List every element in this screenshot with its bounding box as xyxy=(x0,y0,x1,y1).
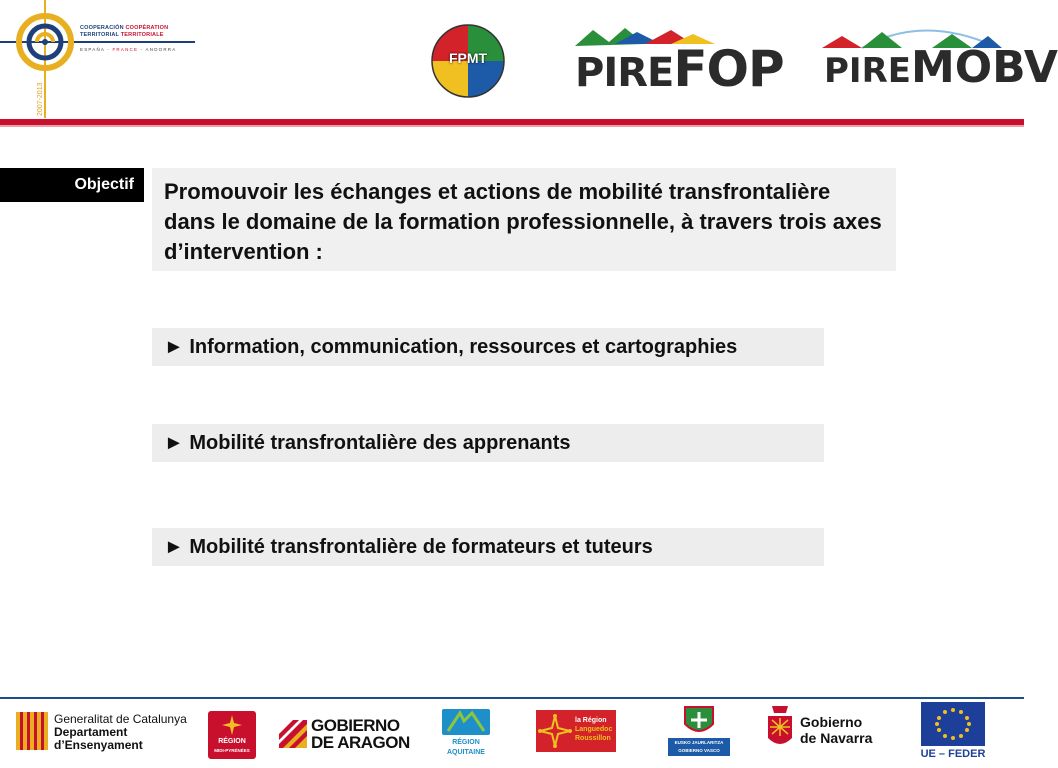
navarra-line1: Gobierno xyxy=(800,714,863,730)
midi-pyrenees-logo xyxy=(208,711,256,759)
languedoc-line3: Roussillon xyxy=(575,735,611,742)
header-red-bar-shade xyxy=(0,125,1024,127)
footer-divider xyxy=(0,697,1024,699)
pirefop-part-a: PIRE xyxy=(575,50,674,96)
fpmt-label: FPMT xyxy=(448,50,488,66)
objectif-intro-text: Promouvoir les échanges et actions de mobilité transfrontalière dans le domaine de la formation professionnelle, à travers trois axes d’intervention : xyxy=(164,179,882,264)
piremobv-logo xyxy=(822,24,1058,96)
axis-item-formateurs: ► Mobilité transfrontalière de formateurs et tuteurs xyxy=(152,528,824,566)
catalunya-logo xyxy=(16,712,191,752)
header xyxy=(0,0,1058,126)
aquitaine-emblem-icon xyxy=(442,709,490,735)
senyera-icon xyxy=(16,712,48,750)
aragon-line2: DE ARAGON xyxy=(311,733,410,752)
pirefop-part-b: FOP xyxy=(673,40,784,98)
aquitaine-line2: AQUITAINE xyxy=(447,749,485,756)
aragon-line1: GOBIERNO xyxy=(311,716,400,735)
midi-line2: MIDI-PYRÉNÉES xyxy=(214,748,250,753)
languedoc-line1: la Région xyxy=(575,717,607,724)
years-label: 2007-2013 xyxy=(37,82,44,116)
navarra-logo xyxy=(766,704,881,754)
catalunya-line1: Generalitat de Catalunya xyxy=(54,712,187,726)
country-fr: FRANCE xyxy=(112,47,139,52)
aragon-stripes-icon xyxy=(279,720,307,748)
piremobv-part-b: MOBV xyxy=(910,42,1058,93)
eu-flag-icon xyxy=(921,702,985,746)
coop-fr-1: COOPÉRATION xyxy=(125,25,169,31)
cooperation-territoriale-logo: COOPERACIÓN COOPÉRATION TERRITORIAL TERRITORIALE ESPAÑA - FRANCE - ANDORRA 2007-2013 xyxy=(0,0,200,118)
coop-es-1: COOPERACIÓN xyxy=(80,25,124,31)
spiral-emblem-icon xyxy=(0,0,200,118)
vasco-line2: GOBIERNO VASCO xyxy=(678,748,720,753)
gobierno-vasco-logo xyxy=(668,704,730,756)
vasco-line1: EUSKO JAURLARITZA xyxy=(674,740,724,745)
axis-item-information: ► Information, communication, ressources et cartographies xyxy=(152,328,824,366)
navarra-line2: de Navarra xyxy=(800,730,873,746)
objectif-intro-box xyxy=(152,168,896,271)
midi-line1: RÉGION xyxy=(218,738,246,745)
eu-feder-label: UE – FEDER xyxy=(920,748,986,760)
occitan-cross-icon xyxy=(538,714,572,748)
objectif-tab: Objectif xyxy=(0,168,144,202)
languedoc-line2: Languedoc xyxy=(575,726,613,733)
coop-fr-2: TERRITORIALE xyxy=(120,32,164,38)
catalunya-line2: Departament xyxy=(54,725,128,739)
eu-feder-logo xyxy=(918,702,988,762)
coop-es-2: TERRITORIAL xyxy=(80,32,119,38)
navarra-shield-icon xyxy=(766,704,794,750)
aragon-logo xyxy=(279,716,414,754)
languedoc-logo xyxy=(536,710,616,752)
fpmt-logo xyxy=(430,23,506,99)
country-es: ESPAÑA xyxy=(80,47,105,52)
vasco-shield-icon xyxy=(682,704,716,738)
catalunya-line3: d’Ensenyament xyxy=(54,738,143,752)
piremobv-part-a: PIRE xyxy=(824,51,911,91)
aquitaine-line1: RÉGION xyxy=(452,739,480,746)
aquitaine-logo xyxy=(440,709,492,759)
axis-item-apprenants: ► Mobilité transfrontalière des apprenants xyxy=(152,424,824,462)
pirefop-logo xyxy=(575,26,784,98)
country-ad: ANDORRA xyxy=(145,47,177,52)
occitan-cross-icon xyxy=(222,715,242,735)
